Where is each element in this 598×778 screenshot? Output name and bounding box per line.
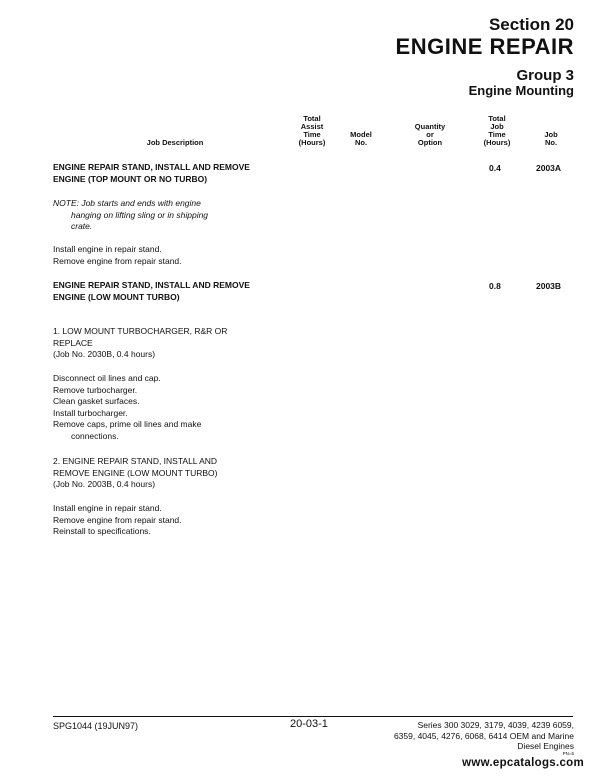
note-line: hanging on lifting sling or in shipping <box>71 209 209 220</box>
col-header-job-no: Job No. <box>544 130 558 147</box>
step-line: Remove engine from repair stand. <box>53 514 182 525</box>
job-note <box>53 198 313 233</box>
sub-job-line: REPLACE <box>53 337 93 348</box>
job-no-value: 2003B <box>536 281 562 291</box>
footer-doc-id: SPG1044 (19JUN97) <box>53 721 139 731</box>
note-line: crate. <box>71 221 93 231</box>
step-line: Remove engine from repair stand. <box>53 255 182 266</box>
footer-series-line: Series 300 3029, 3179, 4039, 4239 6059, <box>417 720 574 730</box>
sub-job-line: REMOVE ENGINE (LOW MOUNT TURBO) <box>53 467 218 478</box>
step-line: Disconnect oil lines and cap. <box>53 373 161 383</box>
group-subtitle: Engine Mounting <box>468 83 574 98</box>
page-title: ENGINE REPAIR <box>395 34 574 59</box>
step-line: connections. <box>71 430 119 441</box>
job-title <box>53 280 313 303</box>
job-title-line: ENGINE (LOW MOUNT TURBO) <box>53 291 180 302</box>
col-header-job-description: Job Description <box>146 138 204 147</box>
sub-job-line: 2. ENGINE REPAIR STAND, INSTALL AND <box>53 456 218 466</box>
group-title: Group 3 <box>516 67 574 84</box>
sub-job-1-heading <box>53 326 313 361</box>
step-line: Clean gasket surfaces. <box>53 396 140 406</box>
section-title: Section 20 <box>488 15 574 34</box>
total-job-time-value: 0.8 <box>489 281 501 291</box>
sub-job-1-steps <box>53 373 313 442</box>
total-job-time-value: 0.4 <box>489 163 501 173</box>
footer-code: PN=5 <box>562 751 574 756</box>
note-line: NOTE: Job starts and ends with engine <box>53 198 201 208</box>
col-header-model-no: Model No. <box>350 130 372 147</box>
step-line: Install turbocharger. <box>53 407 128 418</box>
footer-series-line: Diesel Engines <box>517 741 574 751</box>
footer-page-number: 20-03-1 <box>290 718 328 730</box>
footer-divider <box>53 716 573 717</box>
footer-series-line: 6359, 4045, 4276, 6068, 6414 OEM and Marine <box>393 730 574 741</box>
job-title-line: ENGINE (TOP MOUNT OR NO TURBO) <box>53 173 208 184</box>
job-title <box>53 162 313 185</box>
sub-job-line: 1. LOW MOUNT TURBOCHARGER, R&R OR <box>53 326 228 336</box>
col-header-total-job-time: Total Job Time (Hours) <box>483 114 511 147</box>
step-line: Remove turbocharger. <box>53 384 138 395</box>
col-header-quantity-option: Quantity or Option <box>414 122 446 147</box>
sub-job-2-steps <box>53 503 313 538</box>
step-line: Remove caps, prime oil lines and make <box>53 419 202 429</box>
step-line: Reinstall to specifications. <box>53 526 151 536</box>
job-no-value: 2003A <box>536 163 562 173</box>
footer-series <box>354 720 574 752</box>
job-steps <box>53 244 313 267</box>
job-title-line: ENGINE REPAIR STAND, INSTALL AND REMOVE <box>53 280 250 290</box>
job-title-line: ENGINE REPAIR STAND, INSTALL AND REMOVE <box>53 162 250 172</box>
sub-job-line: (Job No. 2003B, 0.4 hours) <box>53 479 156 489</box>
step-line: Install engine in repair stand. <box>53 503 162 513</box>
step-line: Install engine in repair stand. <box>53 244 162 254</box>
watermark: www.epcatalogs.com <box>462 757 584 769</box>
col-header-total-assist-time: Total Assist Time (Hours) <box>298 114 326 147</box>
sub-job-2-heading <box>53 456 313 491</box>
sub-job-line: (Job No. 2030B, 0.4 hours) <box>53 349 156 359</box>
